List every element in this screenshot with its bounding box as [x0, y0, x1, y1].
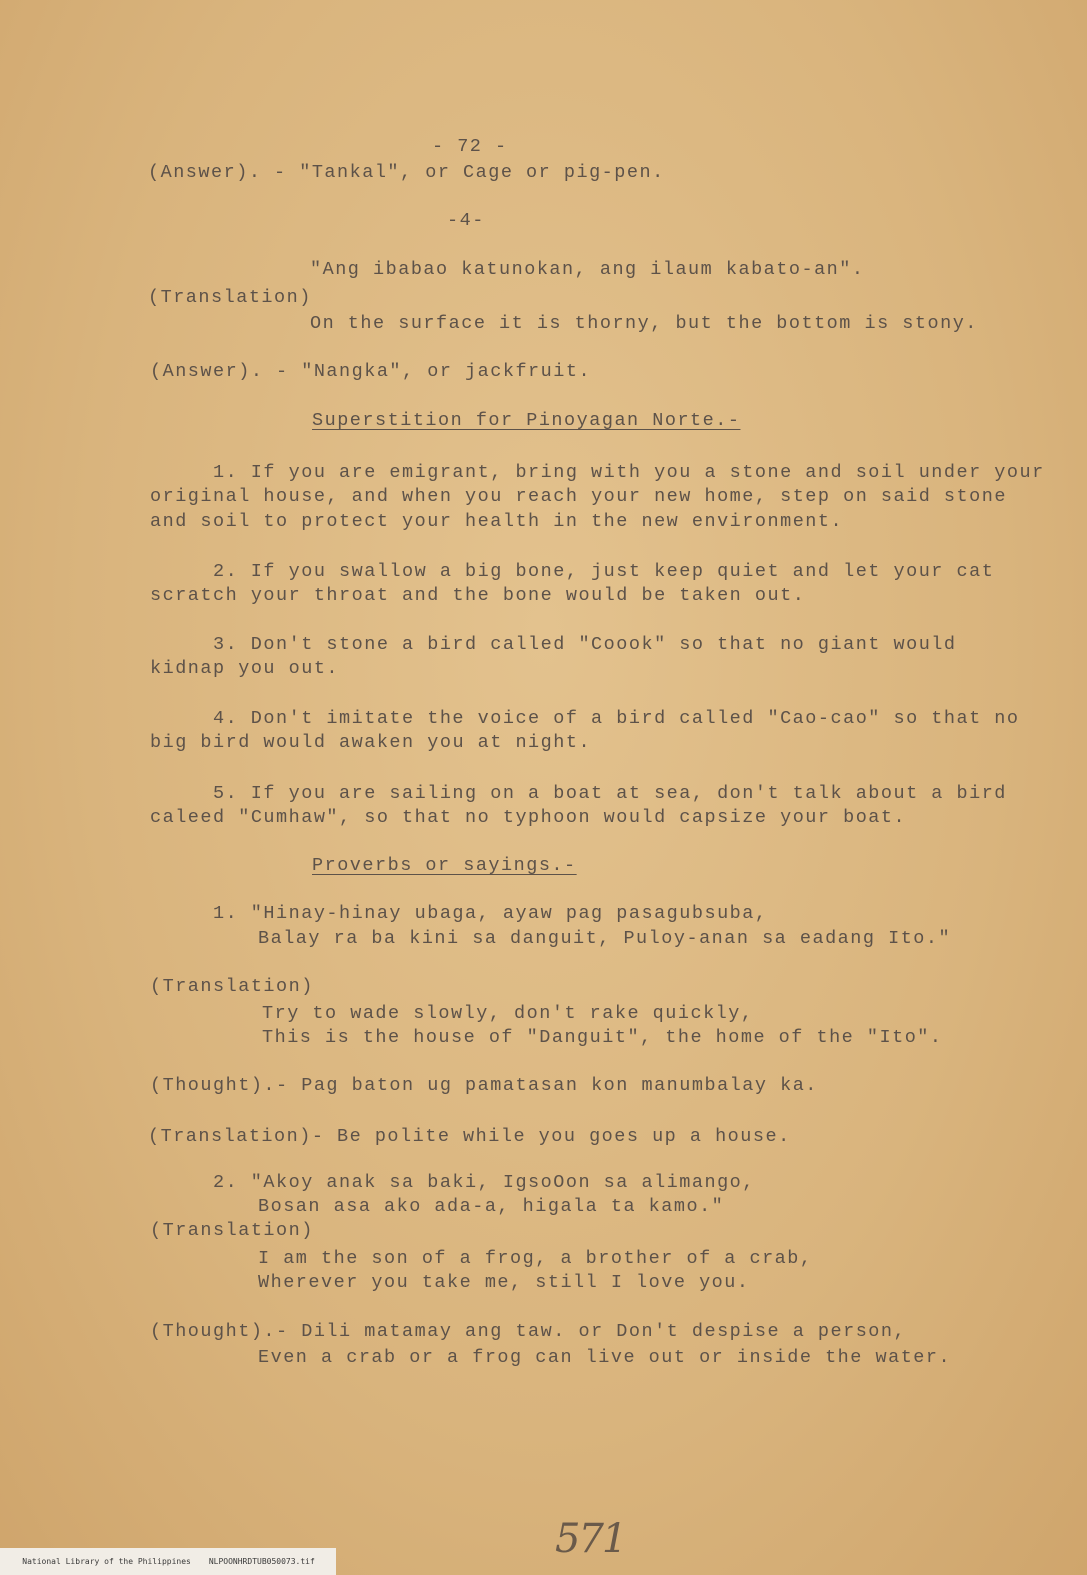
section-number-4: -4-: [447, 210, 485, 231]
superstition-1-line-3: and soil to protect your health in the new environment.: [150, 511, 844, 532]
library-credit: National Library of the Philippines: [22, 1557, 191, 1566]
superstition-2-line-2: scratch your throat and the bone would be taken out.: [150, 585, 806, 606]
riddle-4-translation: On the surface it is thorny, but the bottom is stony.: [310, 313, 978, 334]
thought-1-translation: (Translation)- Be polite while you goes up a house.: [148, 1126, 791, 1147]
superstition-5-line-2: caleed "Cumhaw", so that no typhoon would capsize your boat.: [150, 807, 907, 828]
superstition-3-line-2: kidnap you out.: [150, 658, 340, 679]
translation-label: (Translation): [150, 1220, 314, 1241]
proverbs-heading: Proverbs or sayings.-: [312, 855, 577, 876]
superstition-1-line-1: 1. If you are emigrant, bring with you a stone and soil under your: [213, 462, 1045, 483]
page-number: - 72 -: [432, 136, 508, 157]
proverb-2-line-2: Bosan asa ako ada-a, higala ta kamo.": [258, 1196, 725, 1217]
superstition-3-line-1: 3. Don't stone a bird called "Coook" so that no giant would: [213, 634, 957, 655]
proverb-1-line-1: 1. "Hinay-hinay ubaga, ayaw pag pasagubsuba,: [213, 903, 768, 924]
superstition-heading: Superstition for Pinoyagan Norte.-: [312, 410, 741, 431]
superstition-2-line-1: 2. If you swallow a big bone, just keep quiet and let your cat: [213, 561, 995, 582]
proverb-2-line-1: 2. "Akoy anak sa baki, IgsoOon sa alimango,: [213, 1172, 755, 1193]
riddle-4-text: "Ang ibabao katunokan, ang ilaum kabato-an".: [310, 259, 865, 280]
scan-filename: NLPOONHRDTUB050073.tif: [208, 1557, 315, 1566]
proverb-1-translation-line-1: Try to wade slowly, don't rake quickly,: [262, 1003, 754, 1024]
handwritten-page-number: 571: [555, 1516, 626, 1562]
proverb-2-translation-line-2: Wherever you take me, still I love you.: [258, 1272, 750, 1293]
proverb-1-line-2: Balay ra ba kini sa danguit, Puloy-anan sa eadang Ito.": [258, 928, 952, 949]
thought-2-line-2: Even a crab or a frog can live out or inside the water.: [258, 1347, 952, 1368]
superstition-5-line-1: 5. If you are sailing on a boat at sea, don't talk about a bird: [213, 783, 1007, 804]
superstition-4-line-1: 4. Don't imitate the voice of a bird called "Cao-cao" so that no: [213, 708, 1020, 729]
translation-label: (Translation): [148, 287, 312, 308]
proverb-2-translation-line-1: I am the son of a frog, a brother of a crab,: [258, 1248, 813, 1269]
answer-riddle-4: (Answer). - "Nangka", or jackfruit.: [150, 361, 592, 382]
proverb-1-translation-line-2: This is the house of "Danguit", the home of the "Ito".: [262, 1027, 943, 1048]
thought-2-line-1: (Thought).- Dili matamay ang taw. or Don't despise a person,: [150, 1321, 907, 1342]
scan-footer: [0, 1548, 336, 1575]
thought-1: (Thought).- Pag baton ug pamatasan kon manumbalay ka.: [150, 1075, 818, 1096]
translation-label: (Translation): [150, 976, 314, 997]
superstition-4-line-2: big bird would awaken you at night.: [150, 732, 592, 753]
superstition-1-line-2: original house, and when you reach your new home, step on said stone: [150, 486, 1007, 507]
answer-riddle-3: (Answer). - "Tankal", or Cage or pig-pen.: [148, 162, 665, 183]
